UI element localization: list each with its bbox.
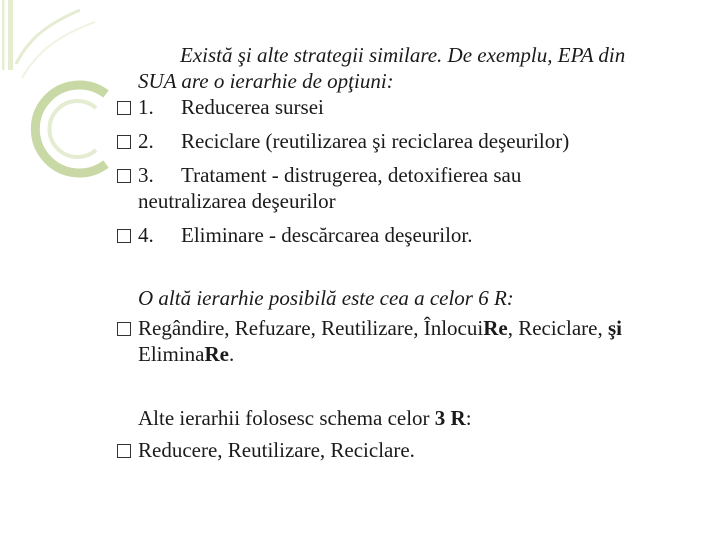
r3-intro: [138, 405, 472, 431]
r6-intro: O altă ierarhie posibilă este cea a celor 6 R:: [138, 286, 514, 310]
r6-bold-re: Re: [483, 316, 508, 340]
intro-line-2: SUA are o ierarhie de opţiuni:: [138, 69, 394, 93]
intro-line-1: Există şi alte strategii similare. De exemplu, EPA din: [180, 43, 626, 67]
list-item-num: 1.: [138, 95, 154, 119]
deco-bar-1: [2, 0, 5, 70]
r6-text-d: .: [229, 342, 235, 366]
deco-bar-2: [8, 0, 13, 70]
r3-text-b: :: [465, 406, 472, 430]
r3-bold: 3 R: [434, 406, 466, 430]
bullet-box-icon: [117, 229, 131, 243]
bullet-box-icon: [117, 169, 131, 183]
r3-text-a: Alte ierarhii folosesc schema celor: [138, 406, 435, 430]
list-item-text: Reducerea sursei: [181, 95, 324, 119]
list-item-num: 3.: [138, 163, 154, 187]
bullet-box-icon: [117, 135, 131, 149]
r6-text-c: Elimina: [138, 342, 205, 366]
r6-item-line-2: [138, 341, 234, 367]
list-item-num: 4.: [138, 223, 154, 247]
r6-item-line-1: [138, 315, 622, 341]
r3-item: Reducere, Reutilizare, Reciclare.: [138, 438, 415, 462]
list-item-text: Tratament - distrugerea, detoxifierea sau: [181, 163, 522, 187]
deco-ring-outer: [35, 85, 106, 173]
r6-text-a: Regândire, Refuzare, Reutilizare, Înlocui: [138, 316, 484, 340]
bullet-box-icon: [117, 444, 131, 458]
deco-arc-2: [22, 22, 95, 78]
list-item-text: Eliminare - descărcarea deşeurilor.: [181, 223, 473, 247]
list-item-continuation: neutralizarea deşeurilor: [138, 189, 336, 213]
bullet-box-icon: [117, 322, 131, 336]
list-item-num: 2.: [138, 129, 154, 153]
r6-text-b: , Reciclare,: [507, 316, 608, 340]
bullet-box-icon: [117, 101, 131, 115]
r6-bold-si: şi: [607, 316, 622, 340]
list-item-text: Reciclare (reutilizarea şi reciclarea deşeurilor): [181, 129, 570, 153]
deco-ring-inner: [49, 101, 96, 157]
deco-arc-1: [16, 10, 80, 64]
r6-bold-re-2: Re: [204, 342, 229, 366]
